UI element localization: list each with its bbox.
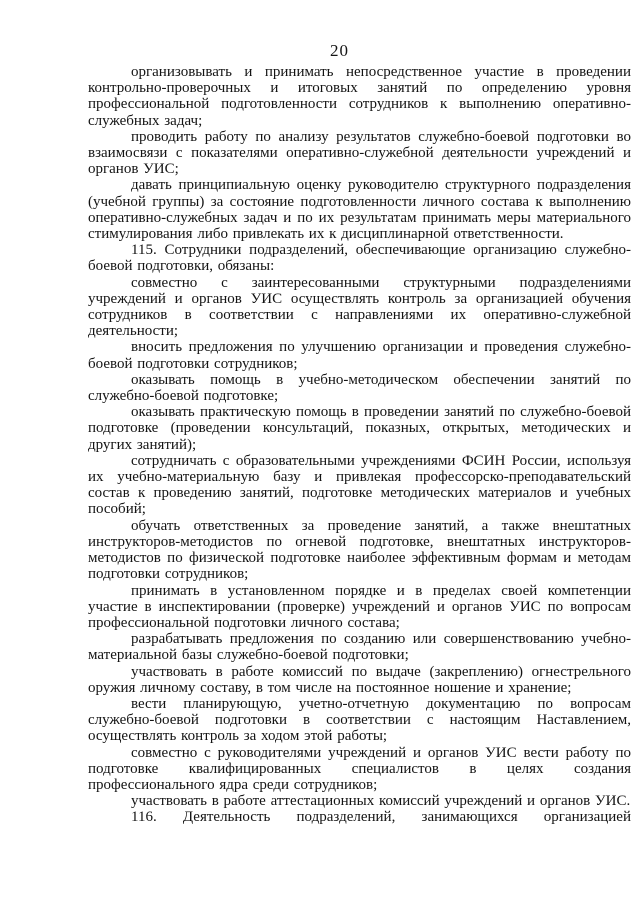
paragraph: давать принципиальную оценку руководителю структурного подразделения (учебной группы) за состояние подготовленности личного состава к выполнению оперативно-служебных задач и по их результатам принимать меры материального стимулирования либо привлекать их к дисциплинарной ответственности.	[88, 177, 631, 243]
paragraph: сотрудничать с образовательными учреждениями ФСИН России, используя их учебно-материальную базу и привлекая профессорско-преподавательский состав к проведению занятий, подготовке методических материалов и учебных пособий;	[88, 452, 631, 518]
paragraph: проводить работу по анализу результатов служебно-боевой подготовки во взаимосвязи с показателями оперативно-служебной деятельности учреждений и органов УИС;	[88, 128, 631, 178]
paragraph: обучать ответственных за проведение занятий, а также внештатных инструкторов-методистов по огневой подготовке, внештатных инструкторов-методистов по физической подготовке наиболее эффективным формам и методам подготовки сотрудников;	[88, 517, 631, 583]
paragraph: организовывать и принимать непосредственное участие в проведении контрольно-проверочных и итоговых занятий по определению уровня профессиональной подготовленности сотрудников к выполнению оперативно-служебных задач;	[88, 64, 631, 129]
document-body-text	[88, 64, 631, 826]
paragraph: вносить предложения по улучшению организации и проведения служебно-боевой подготовки сотрудников;	[88, 339, 631, 372]
paragraph: 115. Сотрудники подразделений, обеспечивающие организацию служебно-боевой подготовки, обязаны:	[88, 242, 631, 275]
paragraph: участвовать в работе аттестационных комиссий учреждений и органов УИС.	[131, 793, 631, 810]
paragraph: участвовать в работе комиссий по выдаче (закреплению) огнестрельного оружия личному составу, в том числе на постоянное ношение и хранение;	[88, 663, 631, 696]
paragraph: вести планирующую, учетно-отчетную документацию по вопросам служебно-боевой подготовки в соответствии с настоящим Наставлением, осуществлять контроль за ходом этой работы;	[88, 695, 631, 745]
paragraph: оказывать помощь в учебно-методическом обеспечении занятий по служебно-боевой подготовке;	[88, 371, 631, 405]
paragraph: совместно с руководителями учреждений и органов УИС вести работу по подготовке квалифицированных специалистов в целях создания профессионального ядра среди сотрудников;	[88, 744, 631, 793]
page-number: 20	[330, 41, 349, 60]
paragraph: 116. Деятельность подразделений, занимающихся организацией	[131, 809, 631, 826]
paragraph: совместно с заинтересованными структурными подразделениями учреждений и органов УИС осуществлять контроль за организацией обучения сотрудников в соответствии с направлениями их оперативно-служебной деятельности;	[88, 274, 631, 340]
paragraph: разрабатывать предложения по созданию или совершенствованию учебно-материальной базы служебно-боевой подготовки;	[88, 631, 631, 664]
paragraph: оказывать практическую помощь в проведении занятий по служебно-боевой подготовке (проведении консультаций, показных, открытых, методических и других занятий);	[88, 404, 631, 453]
paragraph: принимать в установленном порядке и в пределах своей компетенции участие в инспектировании (проверке) учреждений и органов УИС по вопросам профессиональной подготовки личного состава;	[88, 582, 631, 631]
